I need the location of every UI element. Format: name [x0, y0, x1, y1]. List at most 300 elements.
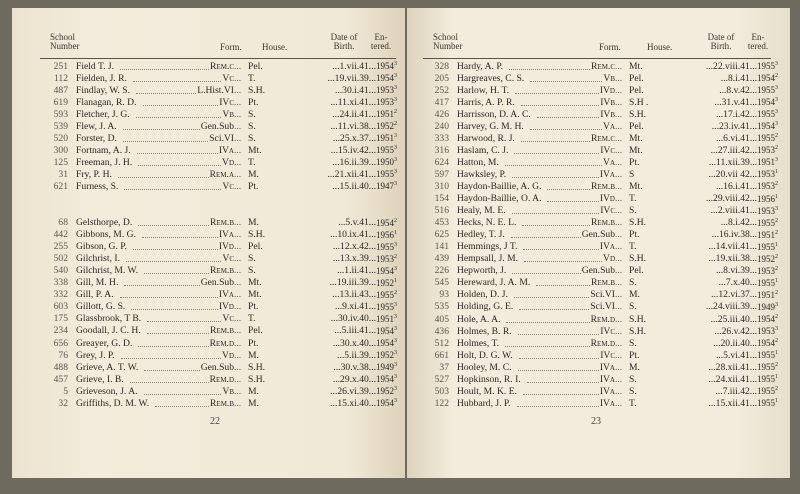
form: Vd [603, 253, 615, 265]
dob-value: 26.vi.39 [337, 385, 369, 397]
entered [757, 374, 785, 384]
entered-year: 1953 [757, 169, 775, 180]
entered-year: 1951 [757, 289, 775, 300]
dob-leader: ... [710, 313, 718, 325]
form: Gen.Sub [200, 277, 234, 289]
form: IVd [599, 193, 615, 205]
register-row [42, 132, 404, 144]
house: Pel. [629, 84, 644, 96]
house: Mt. [629, 132, 643, 144]
entered-year: 1954 [757, 338, 775, 349]
dotted-leader [523, 243, 598, 250]
dotted-leader: ... [234, 253, 242, 265]
dotted-leader: ... [234, 265, 242, 277]
house: Pel. [629, 265, 644, 277]
dotted-leader [515, 87, 599, 94]
dob-leader: ... [368, 168, 376, 180]
entered [757, 386, 785, 396]
entered-term: 3 [394, 169, 397, 176]
dotted-leader [142, 231, 218, 238]
entered-year: 1954 [376, 325, 394, 336]
header-entered: En- tered. [747, 32, 769, 51]
dotted-leader: ... [615, 265, 623, 277]
register-list [42, 60, 404, 409]
date-of-birth [677, 205, 757, 216]
entered [757, 157, 785, 167]
date-of-birth [296, 350, 376, 361]
dob-leader: ... [749, 205, 757, 217]
house: S.H. [248, 229, 266, 241]
register-row [423, 193, 785, 205]
entered-year: 1951 [376, 313, 394, 324]
school-number: 597 [434, 168, 449, 180]
dob-leader: ... [368, 217, 376, 229]
pupil-name: Harlow, H. T. [457, 84, 510, 96]
date-of-birth [677, 121, 757, 132]
form: IVc [600, 325, 615, 337]
date-of-birth [677, 277, 757, 288]
dotted-leader [530, 75, 602, 82]
entered-term: 3 [394, 398, 397, 405]
form: IVc [600, 349, 615, 361]
dob-leader: ... [749, 132, 757, 144]
dob-leader: ... [330, 229, 338, 241]
school-number: 338 [53, 277, 68, 289]
house: Mt. [248, 289, 262, 301]
date-of-birth [296, 169, 376, 180]
date-of-birth [677, 253, 757, 264]
school-number: 76 [58, 349, 68, 361]
form: Rem.b [210, 217, 234, 229]
dob-value: 23.iv.41 [718, 120, 750, 132]
school-number: 251 [53, 60, 68, 72]
register-row [423, 301, 785, 313]
date-of-birth [677, 85, 757, 96]
entered-year: 1952 [376, 121, 394, 132]
entered-year: 1952 [376, 277, 394, 288]
dotted-leader: ... [615, 120, 623, 132]
dob-leader: ... [332, 60, 340, 72]
dotted-leader: ... [615, 397, 623, 409]
dob-value: 19.iii.39 [336, 277, 369, 289]
date-of-birth [296, 289, 376, 300]
house: Pel. [248, 241, 263, 253]
dob-leader: ... [330, 313, 338, 325]
register-row [423, 60, 785, 72]
entered [757, 218, 785, 228]
entered-year: 1955 [757, 398, 775, 409]
dob-leader: ... [749, 253, 757, 265]
date-of-birth [296, 374, 376, 385]
pupil-name: Hubbard, J. P. [457, 397, 511, 409]
entered-term: 3 [775, 121, 778, 128]
dob-leader: ... [715, 180, 724, 192]
form: Rem.d [209, 373, 234, 385]
register-row [42, 144, 404, 156]
dotted-leader: ... [234, 241, 242, 253]
dotted-leader: ... [615, 217, 623, 229]
date-of-birth [677, 289, 757, 300]
house: Pel. [629, 120, 644, 132]
register-row [42, 72, 404, 84]
entered-term: 1 [394, 229, 397, 236]
entered-term: 3 [394, 157, 397, 164]
school-number: 122 [434, 397, 449, 409]
dotted-leader: ... [615, 72, 623, 84]
dob-leader: ... [749, 313, 757, 325]
date-of-birth [296, 362, 376, 373]
dob-leader: ... [332, 180, 340, 192]
dotted-leader [505, 159, 602, 166]
dotted-leader: ... [234, 301, 242, 313]
entered [376, 266, 404, 276]
house: S. [629, 385, 637, 397]
house: S.H. [248, 373, 266, 385]
dob-leader: ... [368, 241, 376, 253]
school-number: 234 [53, 325, 68, 337]
house: S.H. [629, 217, 647, 229]
house: T. [629, 193, 637, 205]
entered [376, 350, 404, 360]
pupil-name: Fry, P. H. [76, 168, 112, 180]
dob-value: 21.xii.41 [334, 168, 369, 180]
entered [757, 254, 785, 264]
pupil-name: Fielden, J. R. [76, 72, 127, 84]
entered [757, 169, 785, 179]
dob-leader: ... [337, 349, 345, 361]
form: Rem.b [591, 180, 615, 192]
dotted-leader [118, 171, 209, 178]
entered-year: 1954 [757, 121, 775, 132]
entered-term: 2 [775, 265, 778, 272]
school-number: 503 [434, 385, 449, 397]
register-row [423, 241, 785, 253]
pupil-name: Gibbons, M. G. [76, 229, 136, 241]
dotted-leader [130, 376, 209, 383]
pupil-name: Flew, J. A. [76, 120, 117, 132]
date-of-birth [677, 338, 757, 349]
entered-year: 1947 [376, 181, 394, 192]
dotted-leader [144, 388, 222, 395]
dotted-leader [537, 111, 599, 118]
register-row [423, 217, 785, 229]
date-of-birth [677, 350, 757, 361]
entered [757, 61, 785, 71]
date-of-birth [296, 121, 376, 132]
dotted-leader [521, 99, 599, 106]
dob-value: 7.iii.42 [722, 385, 750, 397]
dob-leader: ... [705, 301, 714, 313]
school-number: 535 [434, 301, 449, 313]
house: M. [248, 397, 259, 409]
dob-leader: ... [708, 156, 717, 168]
entered-year: 1951 [376, 109, 394, 120]
house: Mt. [629, 60, 643, 72]
register-row [423, 265, 785, 277]
date-of-birth [296, 253, 376, 264]
register-row [42, 156, 404, 168]
dob-value: 25.iii.40 [717, 313, 750, 325]
dob-value: 8.v.42 [726, 84, 750, 96]
form: Vb [222, 385, 234, 397]
register-row [423, 132, 785, 144]
house: Pt. [629, 349, 640, 361]
dob-leader: ... [749, 144, 757, 156]
entered-year: 1953 [757, 145, 775, 156]
dotted-leader: ... [615, 193, 623, 205]
dotted-leader [518, 328, 600, 335]
dob-value: 7.x.40 [725, 277, 750, 289]
dob-value: 1.vii.41 [339, 60, 369, 72]
house: M. [629, 289, 640, 301]
school-number: 37 [439, 361, 449, 373]
dob-leader: ... [711, 229, 719, 241]
entered-year: 1951 [757, 229, 775, 240]
dob-value: 16.i.41 [723, 180, 750, 192]
school-number: 154 [434, 193, 449, 205]
dob-leader: ... [708, 361, 716, 373]
dotted-leader: ... [234, 289, 242, 301]
dob-leader: ... [749, 349, 757, 361]
house: S.H . [629, 96, 649, 108]
entered-year: 1956 [376, 229, 394, 240]
house: T. [629, 241, 637, 253]
form: Gen.Sub [200, 120, 234, 132]
entered-year: 1955 [757, 241, 775, 252]
entered [376, 338, 404, 348]
dotted-leader [124, 279, 199, 286]
entered [757, 242, 785, 252]
dotted-leader: ... [615, 60, 623, 72]
entered-term: 2 [394, 217, 397, 224]
dotted-leader [519, 352, 600, 359]
date-of-birth [296, 133, 376, 144]
dotted-leader [547, 183, 590, 190]
dob-leader: ... [333, 361, 341, 373]
dotted-leader: ... [615, 156, 623, 168]
dob-value: 5.vi.41 [723, 349, 750, 361]
dob-leader: ... [749, 385, 757, 397]
house: Mt. [629, 144, 643, 156]
dob-value: 13.ii.43 [339, 289, 369, 301]
dotted-leader [155, 400, 209, 407]
entered [376, 133, 404, 143]
dotted-leader: ... [234, 120, 242, 132]
dotted-leader: ... [234, 108, 242, 120]
entered [376, 230, 404, 240]
house: Mt. [248, 144, 262, 156]
dotted-leader [120, 63, 209, 70]
header-rule [423, 58, 771, 59]
dotted-leader [143, 99, 219, 106]
header-entered: En- tered. [370, 32, 392, 51]
school-number: 624 [434, 156, 449, 168]
entered-year: 1953 [376, 253, 394, 264]
entered-term: 3 [394, 61, 397, 68]
entered [757, 145, 785, 155]
pupil-name: Holmes, T. [457, 337, 500, 349]
school-number: 252 [434, 84, 449, 96]
house: Pt. [248, 301, 259, 313]
register-row [423, 120, 785, 132]
register-row [42, 229, 404, 241]
dotted-leader [518, 364, 599, 371]
register-row [42, 168, 404, 180]
entered [376, 374, 404, 384]
date-of-birth [296, 313, 376, 324]
pupil-name: Freeman, J. H. [76, 156, 133, 168]
dob-leader: ... [749, 108, 757, 120]
school-number: 255 [53, 241, 68, 253]
dob-leader: ... [715, 349, 724, 361]
school-number: 328 [434, 60, 449, 72]
dob-leader: ... [711, 289, 719, 301]
house: Mt. [248, 277, 262, 289]
date-of-birth [677, 181, 757, 192]
header-rule [40, 58, 396, 59]
date-of-birth [677, 157, 757, 168]
pupil-name: Harvey, G. M. H. [457, 120, 524, 132]
school-number: 141 [434, 241, 449, 253]
dob-leader: ... [332, 156, 340, 168]
house: S. [248, 108, 256, 120]
entered-year: 1955 [757, 350, 775, 361]
dob-leader: ... [710, 144, 718, 156]
dob-value: 5.v.41 [345, 217, 369, 229]
school-number: 240 [434, 120, 449, 132]
entered-year: 1954 [757, 73, 775, 84]
pupil-name: Fletcher, J. G. [76, 108, 130, 120]
entered-term: 3 [775, 326, 778, 333]
house: S.H. [629, 108, 647, 120]
entered-term: 3 [775, 61, 778, 68]
dotted-leader: ... [615, 132, 623, 144]
school-number: 453 [434, 217, 449, 229]
house: Pt. [248, 180, 259, 192]
dotted-leader [530, 123, 602, 130]
dob-leader: ... [368, 120, 376, 132]
entered [376, 97, 404, 107]
pupil-name: Harrisson, D. A. C. [457, 108, 531, 120]
form: IVc [600, 144, 615, 156]
date-of-birth [296, 85, 376, 96]
entered [376, 121, 404, 131]
dob-leader: ... [708, 373, 716, 385]
entered [757, 109, 785, 119]
school-number: 487 [53, 84, 68, 96]
dob-leader: ... [749, 168, 757, 180]
date-of-birth [677, 193, 757, 204]
entered-term: 2 [775, 181, 778, 188]
dob-value: 15.ii.40 [339, 180, 369, 192]
register-row [423, 108, 785, 120]
register-row [423, 168, 785, 180]
entered-year: 1954 [376, 338, 394, 348]
dob-leader: ... [715, 132, 724, 144]
entered [757, 278, 785, 288]
dob-leader: ... [705, 60, 714, 72]
form: IVa [599, 385, 615, 397]
dob-leader: ... [749, 96, 757, 108]
dob-value: 9.xi.41 [342, 301, 369, 313]
school-number: 68 [58, 217, 68, 229]
house: S [629, 168, 635, 180]
form: Rem.c [210, 60, 234, 72]
page-number: 22 [210, 416, 220, 427]
entered-term: 3 [775, 109, 778, 116]
dotted-leader: ... [615, 301, 623, 313]
entered [757, 206, 785, 216]
dob-leader: ... [332, 108, 340, 120]
entered-term: 3 [775, 97, 778, 104]
dotted-leader [123, 135, 208, 142]
dob-leader: ... [327, 168, 335, 180]
pupil-name: Holmes, B. R. [457, 325, 512, 337]
register-row [423, 72, 785, 84]
school-number: 527 [434, 373, 449, 385]
entered-term: 1 [775, 241, 778, 248]
entered-term: 3 [394, 97, 397, 104]
dob-leader: ... [749, 277, 757, 289]
pupil-name: Gill, P. A. [76, 289, 114, 301]
entered [376, 278, 404, 288]
pupil-name: Hedley, T. J. [457, 229, 505, 241]
entered [376, 169, 404, 179]
school-number: 31 [58, 168, 68, 180]
pupil-name: Haydon-Baillie, A. G. [457, 180, 542, 192]
date-of-birth [296, 241, 376, 252]
date-of-birth [296, 325, 376, 336]
house: S.H. [248, 361, 266, 373]
entered [757, 350, 785, 360]
entered-year: 1955 [757, 374, 775, 385]
dob-value: 13.x.39 [340, 253, 369, 265]
dob-leader: ... [332, 289, 340, 301]
register-row [423, 180, 785, 192]
form: IVa [599, 168, 615, 180]
dotted-leader [506, 316, 589, 323]
dotted-leader: ... [234, 325, 242, 337]
house: M. [248, 385, 259, 397]
dob-leader: ... [330, 397, 338, 409]
entered [376, 398, 404, 408]
house: Pel. [248, 60, 263, 72]
entered-year: 1955 [376, 169, 394, 180]
dotted-leader [524, 255, 602, 262]
entered-year: 1954 [376, 61, 394, 72]
dob-leader: ... [368, 313, 376, 325]
dob-leader: ... [368, 60, 376, 72]
entered [757, 181, 785, 191]
school-number: 426 [434, 108, 449, 120]
register-row [42, 349, 404, 361]
left-page [12, 8, 405, 478]
dob-leader: ... [330, 385, 338, 397]
dotted-leader [547, 195, 598, 202]
entered [757, 314, 785, 324]
date-of-birth [677, 386, 757, 397]
dotted-leader [121, 352, 221, 359]
school-number: 656 [53, 337, 68, 349]
form: Sci.VI [590, 301, 615, 313]
form: Rem.b [210, 397, 234, 409]
form: Gen.Sub [200, 361, 234, 373]
date-of-birth [296, 181, 376, 192]
dob-leader: ... [334, 84, 343, 96]
register-list [423, 60, 785, 409]
dob-leader: ... [368, 84, 376, 96]
dob-value: 10.ix.41 [337, 229, 369, 241]
